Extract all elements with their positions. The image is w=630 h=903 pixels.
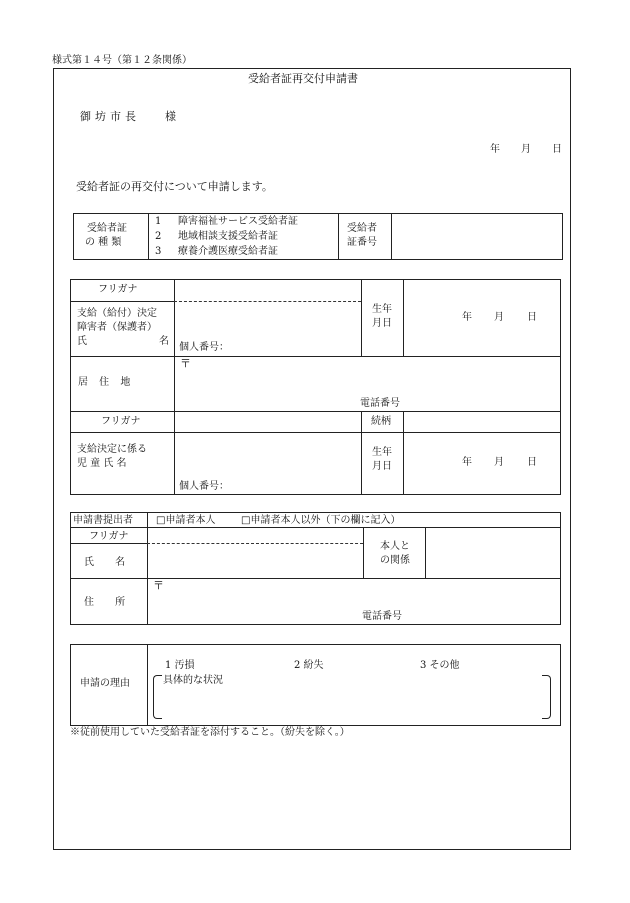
child-name-label-2: 児 童 氏 名 bbox=[77, 458, 127, 469]
form-title: 受給者証再交付申請書 bbox=[248, 72, 358, 85]
bracket-right bbox=[542, 675, 551, 719]
cert-type-label-2: の 種 類 bbox=[85, 237, 122, 248]
child-furigana-label: フリガナ bbox=[101, 416, 141, 427]
cert-type-label: 受給者証 bbox=[87, 223, 127, 234]
cert-option-label: 障害福祉サービス受給者証 bbox=[178, 216, 298, 227]
applicant-furigana-label: フリガナ bbox=[98, 284, 138, 295]
child-birth-label-2: 月日 bbox=[372, 461, 392, 472]
applicant-personal-number-label: 個人番号： bbox=[179, 342, 229, 353]
submitter-phone-label: 電話番号 bbox=[362, 611, 402, 622]
cert-option-no: 1 bbox=[155, 216, 162, 227]
honorific: 様 bbox=[165, 110, 176, 123]
child-birth-day: 日 bbox=[527, 457, 537, 468]
applicant-name-label-2: 障害者（保護者） bbox=[77, 322, 157, 333]
reason-table bbox=[70, 644, 561, 726]
applicant-name-label-3a: 氏 bbox=[77, 336, 87, 347]
submitter-postal-mark: 〒 bbox=[153, 579, 164, 592]
reason-option-other[interactable]: 3 その他 bbox=[420, 660, 460, 671]
applicant-address-label: 居 住 地 bbox=[78, 377, 135, 388]
child-personal-number-label: 個人番号： bbox=[179, 481, 229, 492]
applicant-birth-label: 生年 bbox=[372, 304, 392, 315]
applicant-name-label-1: 支給（給付）決定 bbox=[77, 308, 157, 319]
submitter-option-self[interactable]: □申請者本人 bbox=[156, 515, 216, 526]
submitter-relation-label-2: の関係 bbox=[380, 555, 410, 566]
reason-detail-label: 具体的な状況 bbox=[163, 675, 223, 686]
form-number: 様式第１４号（第１２条関係） bbox=[52, 55, 192, 66]
applicant-birth-label-2: 月日 bbox=[372, 318, 392, 329]
child-birth-year: 年 bbox=[462, 457, 472, 468]
applicant-birth-day: 日 bbox=[527, 312, 537, 323]
reason-option-lost[interactable]: 2 紛失 bbox=[294, 660, 324, 671]
applicant-birth-year: 年 bbox=[462, 312, 472, 323]
relation-label: 続柄 bbox=[371, 416, 391, 427]
postal-mark: 〒 bbox=[180, 357, 191, 370]
applicant-birth-month: 月 bbox=[494, 312, 504, 323]
bracket-left bbox=[153, 675, 162, 719]
date-day: 日 bbox=[552, 144, 562, 155]
submitter-name-label: 氏 名 bbox=[84, 557, 135, 568]
intro-text: 受給者証の再交付について申請します。 bbox=[76, 180, 273, 193]
submitter-label: 申請書提出者 bbox=[73, 515, 133, 526]
cert-option-label: 地域相談支援受給者証 bbox=[178, 231, 278, 242]
applicant-phone-label: 電話番号 bbox=[360, 398, 400, 409]
submitter-option-other[interactable]: □申請者本人以外（下の欄に記入） bbox=[241, 515, 401, 526]
cert-number-label-2: 証番号 bbox=[347, 237, 377, 248]
cert-number-field[interactable] bbox=[392, 214, 562, 259]
child-birth-month: 月 bbox=[494, 457, 504, 468]
submitter-furigana-label: フリガナ bbox=[89, 531, 129, 542]
mayor-addressee: 御坊市長 bbox=[80, 110, 140, 123]
cert-option-label: 療養介護医療受給者証 bbox=[178, 246, 278, 257]
child-birth-label: 生年 bbox=[372, 447, 392, 458]
reason-label: 申請の理由 bbox=[80, 678, 130, 689]
cert-option-no: 3 bbox=[155, 246, 162, 257]
child-name-label-1: 支給決定に係る bbox=[77, 444, 147, 455]
applicant-name-label-3b: 名 bbox=[159, 336, 169, 347]
submitter-address-label: 住 所 bbox=[84, 597, 135, 608]
cert-option-no: 2 bbox=[155, 231, 162, 242]
cert-number-label: 受給者 bbox=[347, 223, 377, 234]
date-month: 月 bbox=[521, 144, 531, 155]
submitter-table bbox=[70, 512, 561, 625]
attachment-note: ※従前使用していた受給者証を添付すること。（紛失を除く。） bbox=[70, 727, 350, 738]
date-year: 年 bbox=[490, 144, 500, 155]
reason-option-soiled[interactable]: 1 汚損 bbox=[165, 660, 195, 671]
submitter-relation-label: 本人と bbox=[380, 541, 410, 552]
